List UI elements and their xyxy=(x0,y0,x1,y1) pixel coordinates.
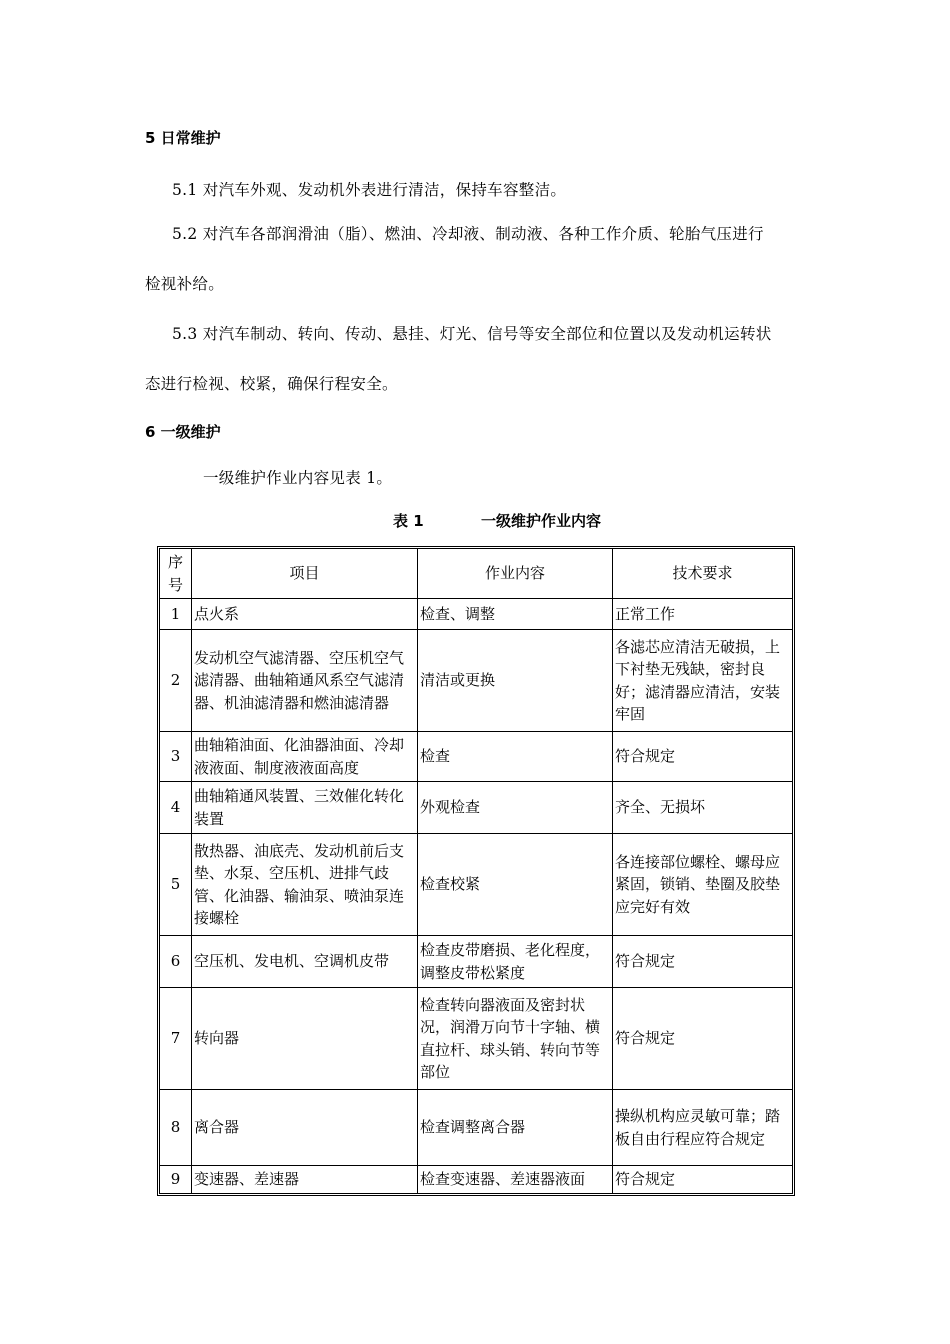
row-requirement: 正常工作 xyxy=(613,599,792,630)
row-work: 检查 xyxy=(418,732,613,782)
row-requirement: 齐全、无损坏 xyxy=(613,782,792,834)
row-requirement: 符合规定 xyxy=(613,1166,792,1193)
row-work: 检查校紧 xyxy=(418,834,613,936)
paragraph-5-2-line2: 检视补给。 xyxy=(145,275,225,293)
table-header-row xyxy=(160,549,792,599)
header-item: 项目 xyxy=(192,549,418,599)
row-no: 3 xyxy=(160,732,192,782)
row-no: 6 xyxy=(160,936,192,988)
row-item: 散热器、油底壳、发动机前后支垫、水泵、空压机、进排气歧管、化油器、输油泵、喷油泵连接螺栓 xyxy=(192,834,418,936)
row-work: 检查转向器液面及密封状况，润滑万向节十字轴、横直拉杆、球头销、转向节等部位 xyxy=(418,988,613,1090)
section-6-intro: 一级维护作业内容见表 1。 xyxy=(203,469,393,487)
table-row xyxy=(160,630,792,732)
row-requirement: 各滤芯应清洁无破损，上下衬垫无残缺，密封良好；滤清器应清洁，安装牢固 xyxy=(613,630,792,732)
table-row xyxy=(160,1166,792,1193)
table-caption-title: 一级维护作业内容 xyxy=(481,512,602,530)
row-no: 8 xyxy=(160,1090,192,1166)
row-item: 点火系 xyxy=(192,599,418,630)
row-work: 检查调整离合器 xyxy=(418,1090,613,1166)
row-work: 检查、调整 xyxy=(418,599,613,630)
row-no: 5 xyxy=(160,834,192,936)
table-row xyxy=(160,782,792,834)
paragraph-5-3-line2: 态进行检视、校紧，确保行程安全。 xyxy=(145,375,398,393)
row-item: 转向器 xyxy=(192,988,418,1090)
row-no: 9 xyxy=(160,1166,192,1193)
row-work: 检查皮带磨损、老化程度，调整皮带松紧度 xyxy=(418,936,613,988)
maintenance-table xyxy=(159,548,793,1194)
header-requirement: 技术要求 xyxy=(613,549,792,599)
row-item: 曲轴箱油面、化油器油面、冷却液液面、制度液液面高度 xyxy=(192,732,418,782)
table-row xyxy=(160,1090,792,1166)
row-item: 曲轴箱通风装置、三效催化转化装置 xyxy=(192,782,418,834)
paragraph-5-1: 5.1 对汽车外观、发动机外表进行清洁，保持车容整洁。 xyxy=(172,181,567,199)
row-item: 发动机空气滤清器、空压机空气滤清器、曲轴箱通风系空气滤清器、机油滤清器和燃油滤清器 xyxy=(192,630,418,732)
table-row xyxy=(160,988,792,1090)
row-requirement: 操纵机构应灵敏可靠；踏板自由行程应符合规定 xyxy=(613,1090,792,1166)
row-item: 变速器、差速器 xyxy=(192,1166,418,1193)
header-work: 作业内容 xyxy=(418,549,613,599)
paragraph-5-2-line1: 5.2 对汽车各部润滑油（脂）、燃油、冷却液、制动液、各种工作介质、轮胎气压进行 xyxy=(172,225,764,243)
row-no: 2 xyxy=(160,630,192,732)
row-work: 外观检查 xyxy=(418,782,613,834)
row-work: 检查变速器、差速器液面 xyxy=(418,1166,613,1193)
row-work: 清洁或更换 xyxy=(418,630,613,732)
table-caption-number: 表 1 xyxy=(393,512,424,530)
section-5-heading: 5 日常维护 xyxy=(145,129,221,147)
row-item: 离合器 xyxy=(192,1090,418,1166)
row-requirement: 各连接部位螺栓、螺母应紧固，锁销、垫圈及胶垫应完好有效 xyxy=(613,834,792,936)
header-no: 序号 xyxy=(160,549,192,599)
table-row xyxy=(160,936,792,988)
table-row xyxy=(160,732,792,782)
row-requirement: 符合规定 xyxy=(613,936,792,988)
paragraph-5-3-line1: 5.3 对汽车制动、转向、传动、悬挂、灯光、信号等安全部位和位置以及发动机运转状 xyxy=(172,325,772,343)
row-requirement: 符合规定 xyxy=(613,732,792,782)
row-no: 1 xyxy=(160,599,192,630)
table-row xyxy=(160,834,792,936)
row-no: 7 xyxy=(160,988,192,1090)
row-item: 空压机、发电机、空调机皮带 xyxy=(192,936,418,988)
row-requirement: 符合规定 xyxy=(613,988,792,1090)
section-6-heading: 6 一级维护 xyxy=(145,423,221,441)
row-no: 4 xyxy=(160,782,192,834)
table-row xyxy=(160,599,792,630)
